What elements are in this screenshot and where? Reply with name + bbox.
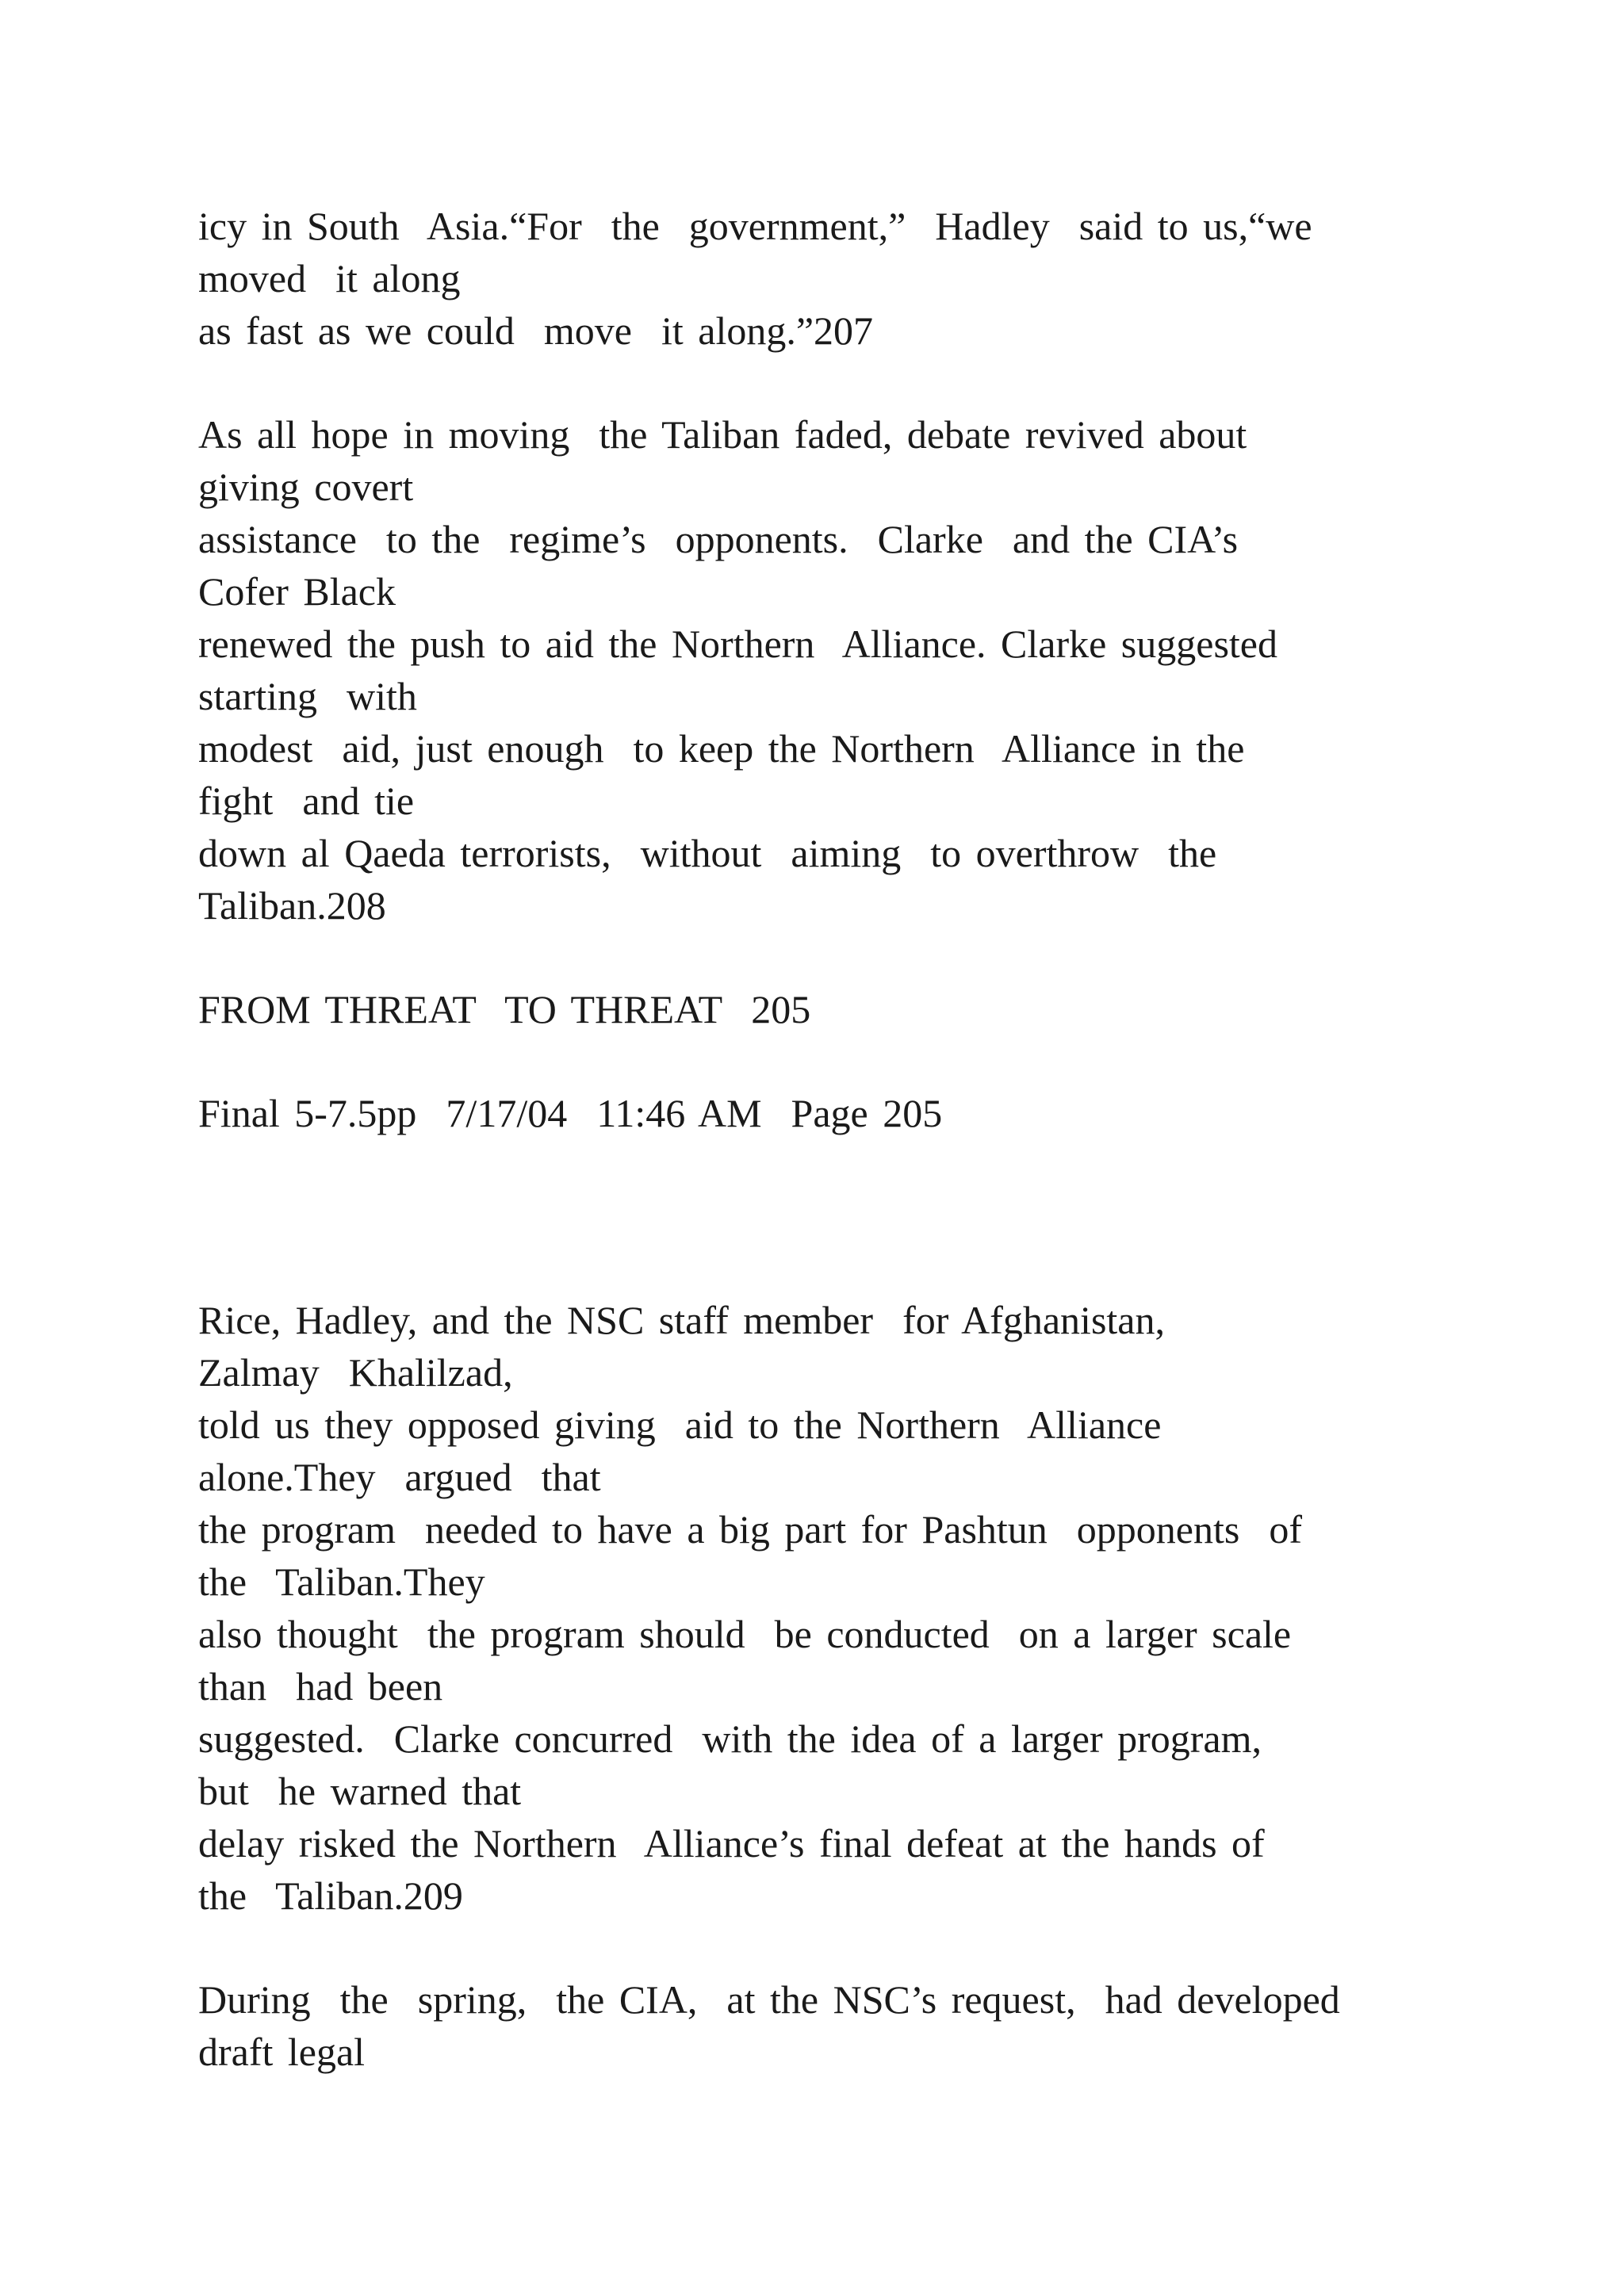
text-line: but he warned that [198, 1769, 522, 1813]
running-footer: FROM THREAT TO THREAT 205 [198, 987, 811, 1031]
text-line: down al Qaeda terrorists, without aiming to overthrow the [198, 831, 1217, 875]
text-line: renewed the push to aid the Northern Alliance. Clarke suggested [198, 622, 1278, 666]
text-line: the program needed to have a big part for Pashtun opponents of [198, 1507, 1302, 1552]
text-line: alone.They argued that [198, 1455, 601, 1499]
text-line: also thought the program should be conducted on a larger scale [198, 1612, 1292, 1656]
text-line: icy in South Asia.“For the government,” Hadley said to us,“we [198, 204, 1312, 248]
text-line: As all hope in moving the Taliban faded, debate revived about [198, 412, 1247, 457]
text-line: told us they opposed giving aid to the Northern Alliance [198, 1402, 1162, 1447]
text-line: Cofer Black [198, 569, 396, 614]
text-line: Rice, Hadley, and the NSC staff member for Afghanistan, [198, 1298, 1165, 1342]
text-line: the Taliban.209 [198, 1873, 463, 1918]
text-line: moved it along [198, 256, 461, 300]
text-line: draft legal [198, 2030, 366, 2074]
text-line: Zalmay Khalilzad, [198, 1350, 513, 1395]
text-line: During the spring, the CIA, at the NSC’s request, had developed [198, 1977, 1340, 2022]
text-line: than had been [198, 1664, 443, 1709]
text-line: Taliban.208 [198, 883, 386, 928]
text-line: as fast as we could move it along.”207 [198, 308, 874, 353]
text-line: starting with [198, 674, 417, 718]
text-line: suggested. Clarke concurred with the idea of a larger program, [198, 1716, 1262, 1761]
text-line: the Taliban.They [198, 1559, 485, 1604]
text-line: modest aid, just enough to keep the Northern Alliance in the [198, 726, 1245, 771]
text-line: giving covert [198, 465, 414, 509]
print-slug: Final 5-7.5pp 7/17/04 11:46 AM Page 205 [198, 1091, 943, 1135]
text-line: fight and tie [198, 779, 415, 823]
text-line: delay risked the Northern Alliance’s final defeat at the hands of [198, 1821, 1265, 1866]
text-line: assistance to the regime’s opponents. Clarke and the CIA’s [198, 517, 1239, 561]
